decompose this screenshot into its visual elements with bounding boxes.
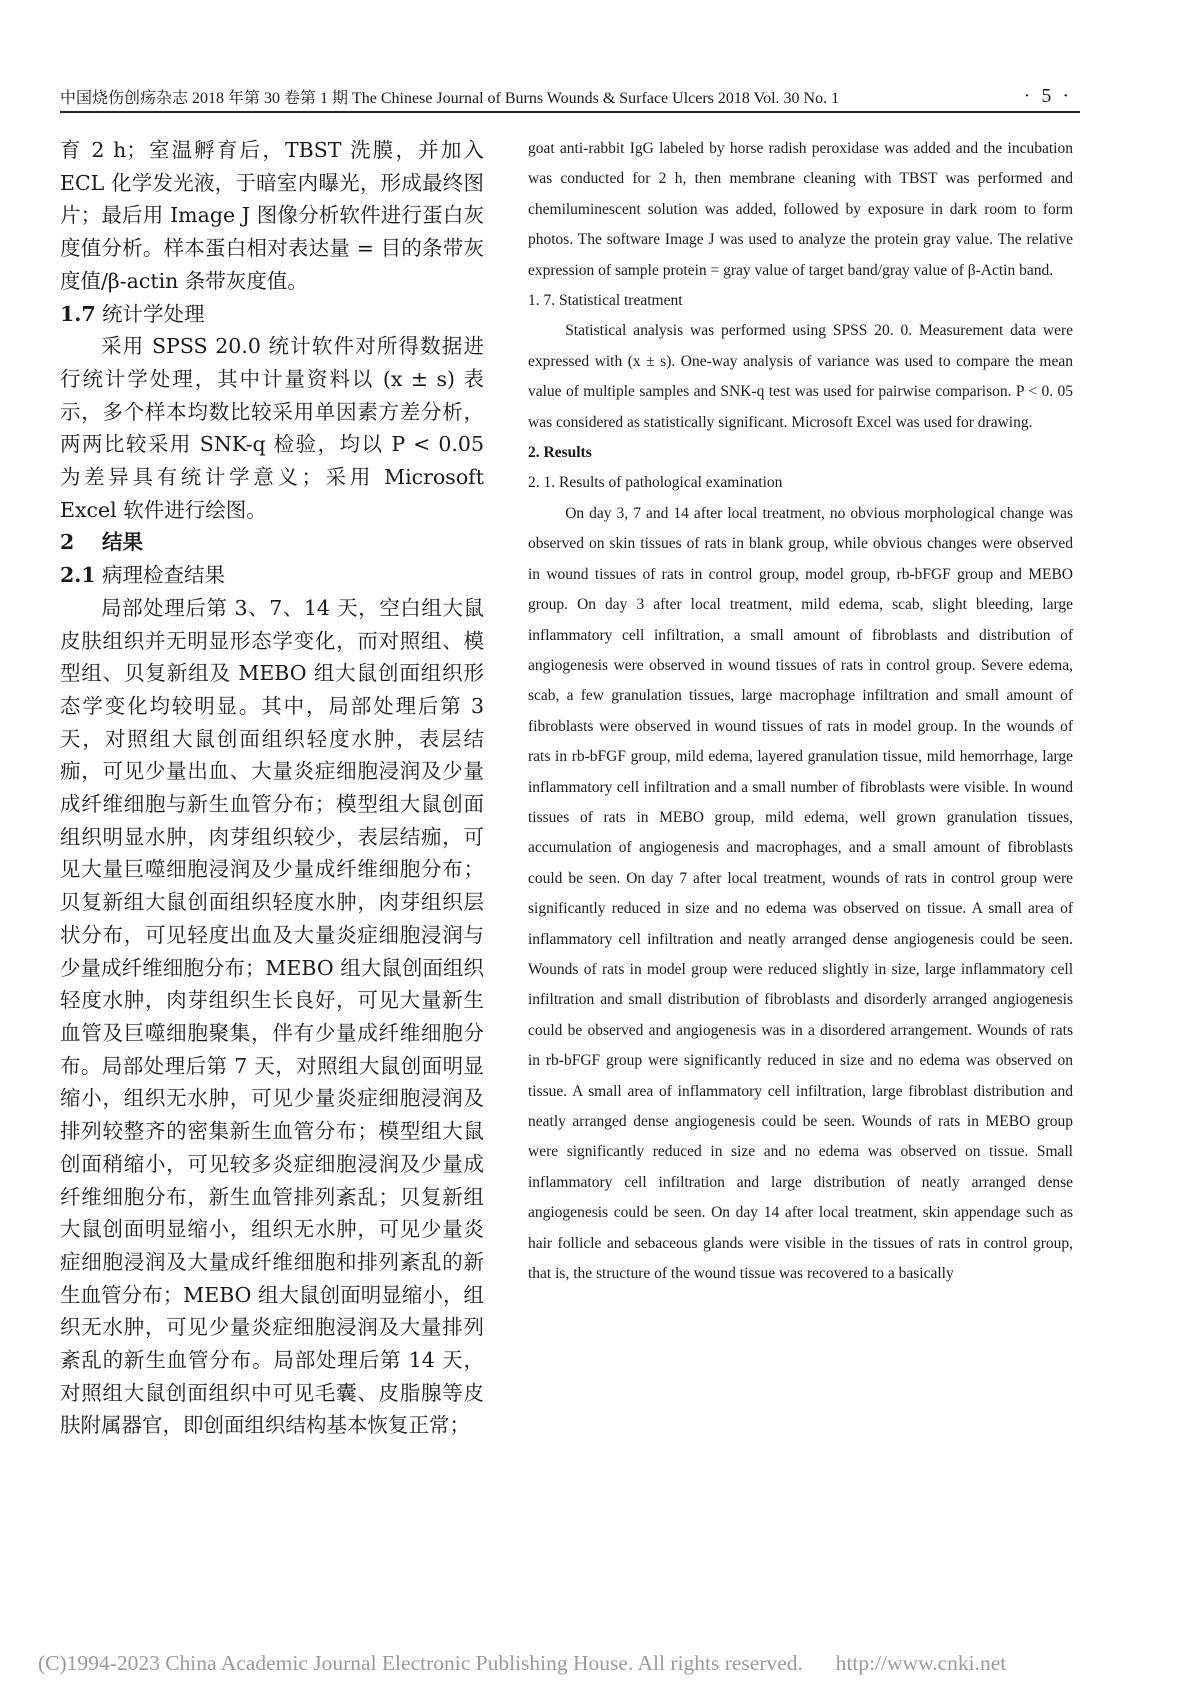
- running-header: [60, 78, 1080, 113]
- paragraph-statistics: Statistical analysis was performed using SPSS 20. 0. Measurement data were expressed with (x ± s). One-way analysis of variance was used to compare the mean value of multiple samples and SNK-q test was used for pairwise comparison. P < 0. 05 was considered as statistically significant. Microsoft Excel was used for drawing.: [528, 322, 1073, 431]
- section-number: 2.1: [60, 563, 96, 588]
- section-heading-2-1: 2. 1. Results of pathological examination: [528, 474, 783, 492]
- section-number: 1.7: [60, 301, 96, 326]
- paragraph-continued: goat anti-rabbit IgG labeled by horse radish peroxidase was added and the incubation was conducted for 2 h, then membrane cleaning with TBST was performed and chemiluminescent solution was added, followed by exposure in dark room to form photos. The software Image J was used to analyze the protein gray value. The relative expression of sample protein = gray value of target band/gray value of β-Actin band.: [528, 140, 1073, 279]
- english-column: [528, 134, 1073, 1289]
- footer-url[interactable]: http://www.cnki.net: [835, 1651, 1007, 1675]
- journal-citation: 中国烧伤创疡杂志 2018 年第 30 卷第 1 期 The Chinese Journal of Burns Wounds & Surface Ulcers 2018 Vol. 30 No. 1: [60, 90, 840, 107]
- section-title: 病理检查结果: [102, 563, 225, 588]
- chinese-column: [60, 134, 484, 1442]
- copyright-footer: [38, 1651, 1158, 1676]
- section-heading-1-7: 1. 7. Statistical treatment: [528, 292, 683, 310]
- page-number: · 5 ·: [1023, 85, 1072, 107]
- section-heading-1-7: [60, 298, 484, 331]
- section-number: 2: [60, 530, 75, 555]
- paragraph-results: 局部处理后第 3、7、14 天，空白组大鼠皮肤组织并无明显形态学变化，而对照组、模型组、贝复新组及 MEBO 组大鼠创面组织形态学变化均较明显。其中，局部处理后第 3 天，对照组大鼠创面组织轻度水肿，表层结痂，可见少量出血、大量炎症细胞浸润及少量成纤维细胞与新生血管分布；模型组大鼠创面组织明显水肿，肉芽组织较少，表层结痂，可见大量巨噬细胞浸润及少量成纤维细胞分布；贝复新组大鼠创面组织轻度水肿，肉芽组织层状分布，可见轻度出血及大量炎症细胞浸润与少量成纤维细胞分布；MEBO 组大鼠创面组织轻度水肿，肉芽组织生长良好，可见大量新生血管及巨噬细胞聚集，伴有少量成纤维细胞分布。局部处理后第 7 天，对照组大鼠创面明显缩小，组织无水肿，可见少量炎症细胞浸润及排列较整齐的密集新生血管分布；模型组大鼠创面稍缩小，可见较多炎症细胞浸润及少量成纤维细胞分布，新生血管排列紊乱；贝复新组大鼠创面明显缩小，组织无水肿，可见少量炎症细胞浸润及大量成纤维细胞和排列紊乱的新生血管分布；MEBO 组大鼠创面明显缩小，组织无水肿，可见少量炎症细胞浸润及大量排列紊乱的新生血管分布。局部处理后第 14 天，对照组大鼠创面组织中可见毛囊、皮脂腺等皮肤附属器官，即创面组织结构基本恢复正常；: [60, 595, 484, 1438]
- section-heading-2: [60, 526, 484, 559]
- paragraph-continued: 育 2 h；室温孵育后，TBST 洗膜，并加入 ECL 化学发光液，于暗室内曝光，形成最终图片；最后用 Image J 图像分析软件进行蛋白灰度值分析。样本蛋白相对表达量 = 目的条带灰度值/β-actin 条带灰度值。: [60, 138, 484, 293]
- paragraph-results: On day 3, 7 and 14 after local treatment, no obvious morphological change was observed on skin tissues of rats in blank group, while obvious changes were observed in wound tissues of rats in control group, model group, rb-bFGF group and MEBO group. On day 3 after local treatment, mild edema, scab, slight bleeding, large inflammatory cell infiltration, a small amount of fibroblasts and distribution of angiogenesis were observed in wound tissues of rats in control group. Severe edema, scab, a few granulation tissues, large macrophage infiltration and small amount of fibroblasts were observed in wound tissues of rats in model group. In the wounds of rats in rb-bFGF group, mild edema, layered granulation tissue, mild hemorrhage, large inflammatory cell infiltration and a small number of fibroblasts were visible. In wound tissues of rats in MEBO group, mild edema, well grown granulation tissues, accumulation of angiogenesis and macrophages, and a small amount of fibroblasts could be seen. On day 7 after local treatment, wounds of rats in control group were significantly reduced in size and no edema was observed on tissue. A small area of inflammatory cell infiltration and neatly arranged dense angiogenesis could be seen. Wounds of rats in model group were reduced slightly in size, large inflammatory cell infiltration and small distribution of fibroblasts and disorderly arranged angiogenesis could be observed and angiogenesis was in a disordered arrangement. Wounds of rats in rb-bFGF group were significantly reduced in size and no edema was observed on tissue. A small area of inflammatory cell infiltration, large fibroblast distribution and neatly arranged dense angiogenesis could be seen. Wounds of rats in MEBO group were significantly reduced in size and no edema was observed on tissue. Small inflammatory cell infiltration and large distribution of neatly arranged dense angiogenesis could be seen. On day 14 after local treatment, skin appendage such as hair follicle and sebaceous glands were visible in the tissues of rats in control group, that is, the structure of the wound tissue was recovered to a basically: [528, 504, 1073, 1283]
- copyright-text: (C)1994-2023 China Academic Journal Electronic Publishing House. All rights reserved.: [38, 1651, 803, 1675]
- paragraph-statistics: 采用 SPSS 20.0 统计软件对所得数据进行统计学处理，其中计量资料以 (x ± s) 表示，多个样本均数比较采用单因素方差分析，两两比较采用 SNK-q 检验，均以 P < 0.05 为差异具有统计学意义；采用 Microsoft Excel 软件进行绘图。: [60, 334, 484, 522]
- section-title: 结果: [102, 530, 143, 555]
- section-heading-2-1: [60, 559, 484, 592]
- section-title: 统计学处理: [102, 301, 205, 326]
- section-heading-2: 2. Results: [528, 444, 592, 462]
